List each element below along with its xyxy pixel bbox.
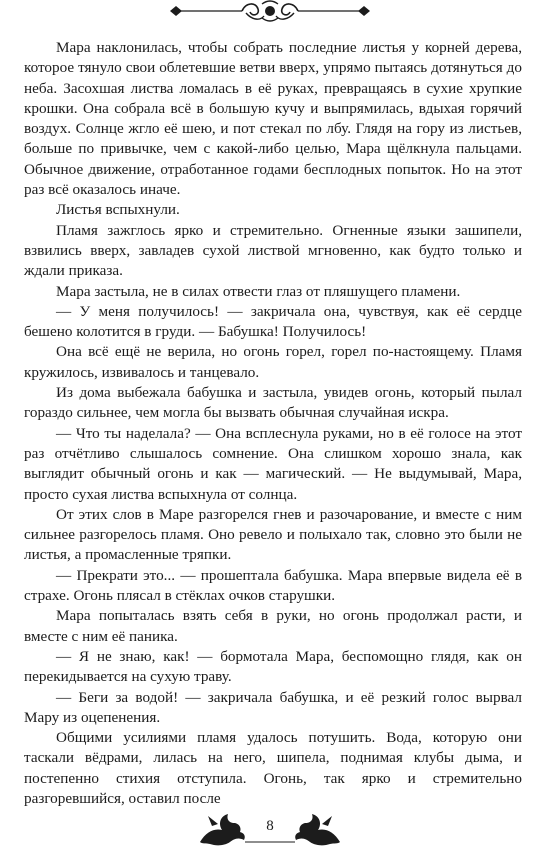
paragraph: От этих слов в Маре разгорелся гнев и разочарование, и вместе с ним сильнее разгорелось пламя. Оно ревело и полыхало так, словно это были не листья, а промасленные тряпки. (24, 505, 522, 564)
flourish-ornament-icon (0, 0, 540, 26)
dragon-icon (200, 814, 245, 845)
chapter-text (24, 38, 522, 809)
dragon-icon (295, 814, 340, 845)
paragraph: Она всё ещё не верила, но огонь горел, горел по-настоящему. Пламя кружилось, извивалось и танцевало. (24, 343, 522, 381)
paragraph: — У меня получилось! — закричала она, чувствуя, как её сердце бешено колотится в груди. — Бабушка! Получилось! (24, 302, 522, 341)
paragraph: Общими усилиями пламя удалось потушить. Вода, которую они таскали вёдрами, лилась на него, шипела, поднимая клубы дыма, и постепенно стихия отступила. Огонь, так ярко и стремительно разгоревшийся, оставил после (24, 729, 522, 807)
page-number: 8 (266, 818, 274, 834)
paragraph: Мара попыталась взять себя в руки, но огонь продолжал расти, и вместе с ним её паника. (24, 607, 522, 645)
paragraph: Пламя зажглось ярко и стремительно. Огненные языки зашипели, взвились вверх, завладев сухой листвой мгновенно, как будто только и ждали приказа. (24, 221, 522, 280)
paragraph: Мара застыла, не в силах отвести глаз от пляшущего пламени. (56, 282, 461, 300)
paragraph: — Прекрати это... — прошептала бабушка. Мара впервые видела её в страхе. Огонь плясал в стёклах очков старушки. (24, 566, 522, 605)
paragraph: — Что ты наделала? — Она всплеснула руками, но в её голосе на этот раз отчётливо слышалось сомнение. Она слишком хорошо знала, как выглядит обычный огонь и как — магический. — Не выдумывай, Мара, просто сухая листва вспыхнула от солнца. (24, 424, 522, 503)
paragraph: Из дома выбежала бабушка и застыла, увидев огонь, который пылал гораздо сильнее, чем могла бы вызвать обычная случайная искра. (24, 384, 522, 422)
paragraph: — Я не знаю, как! — бормотала Мара, беспомощно глядя, как он перекидывается на сухую траву. (24, 647, 522, 686)
paragraph: Мара наклонилась, чтобы собрать последние листья у корней дерева, которое тянуло свои облетевшие ветви вверх, упрямо пытаясь дотянуться до неба. Засохшая листва ломалась в её руках, превращаясь в сухие хрупкие крошки. Она собрала всё в большую кучу и выпрямилась, вдыхая горячий воздух. Солнце жгло её шею, и пот стекал по лбу. Глядя на гору из листьев, больше по привычке, чем с какой-либо целью, Мара щёлкнула пальцами. Обычное движение, отработанное годами бесплодных попыток. Но на этот раз всё оказалось иначе. (24, 39, 522, 199)
paragraph: Листья вспыхнули. (56, 201, 180, 219)
paragraph: — Беги за водой! — закричала бабушка, и её резкий голос вырвал Мару из оцепенения. (24, 688, 522, 726)
